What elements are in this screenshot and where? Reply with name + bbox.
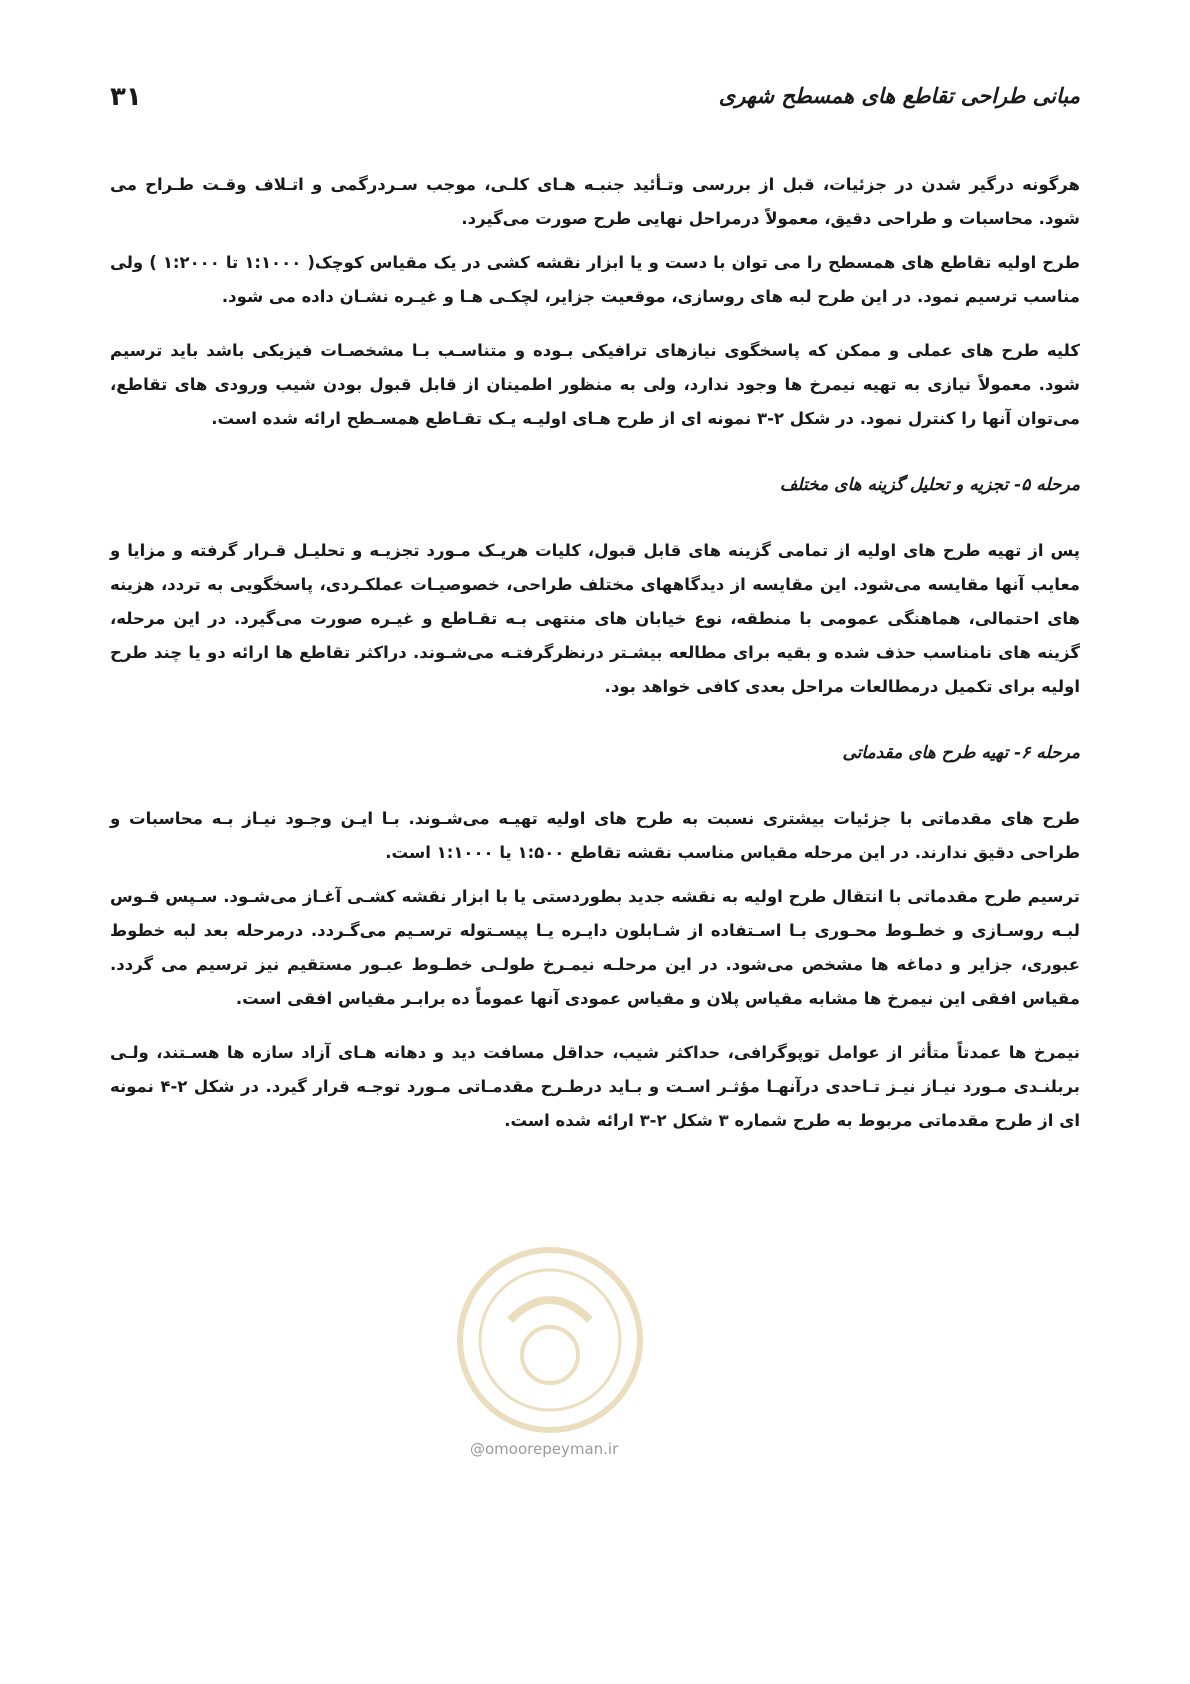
paragraph: هرگونه درگیر شدن در جزئیات، قبل از بررسی وتـأئید جنبـه هـای کلـی، موجب سـردرگمی و اتـلاف وقـت طـراح می شود. محاسبات و طراحی دقیق، معمولاً درمراحل نهایی طرح صورت می‌گیرد. [110,175,1080,228]
running-title: مبانی طراحی تقاطع های همسطح شهری [718,84,1080,108]
paragraph: پس از تهیه طرح های اولیه از تمامی گزینه های قابل قبول، کلیات هریـک مـورد تجزیـه و تحلیـل قـرار گرفته و مزایا و معایب آنها مقایسه می‌شود. این مقایسه از دیدگاههای مختلف طراحی، خصوصیـات عملکـردی، پاسخگویی به تردد، هزینه های احتمالی، هماهنگی عمومی با منطقه، نوع خیابان های منتهی بـه تقـاطع و غیـره صورت می‌گیرد. در این مرحله، گزینه های نامناسب حذف شده و بقیه برای مطالعه بیشـتر درنظرگرفتـه می‌شـوند. دراکثر تقاطع ها ارائه دو یا چند طرح اولیه برای تکمیل درمطالعات مراحل بعدی کافی خواهد بود. [110,541,1080,696]
paragraph: طرح اولیه تقاطع های همسطح را می توان با دست و یا ابزار نقشه کشی در یک مقیاس کوچک( ۱:۱۰۰۰ تا ۱:۲۰۰۰ ) ولی مناسب ترسیم نمود. در این طرح لبه های روسازی، موقعیت جزایر، لچکـی هـا و غیـره نشـان داده می شود. [110,253,1081,306]
section-heading: مرحله ۶- تهیه طرح های مقدماتی [842,743,1080,763]
paragraph: کلیه طرح های عملی و ممکن که پاسخگوی نیازهای ترافیکی بـوده و متناسـب بـا مشخصـات فیزیکی باشد باید ترسیم شود. معمولاً نیازی به تهیه نیمرخ ها وجود ندارد، ولی به منظور اطمینان از قابل قبول بودن شیب ورودی های تقاطع، می‌توان آنها را کنترل نمود. در شکل ۲-۳ نمونه ای از طرح هـای اولیـه یـک تقـاطع همسـطح ارائه شده است. [110,341,1080,428]
paragraph: نیمرخ ها عمدتاً متأثر از عوامل توپوگرافی، حداکثر شیب، حداقل مسافت دید و دهانه هـای آزاد سازه ها هسـتند، ولـی بربلنـدی مـورد نیـاز نیـز تـاحدی درآنهـا مؤثـر اسـت و بـاید درطـرح مقدمـاتی مـورد توجـه قرار گیرد. در شکل ۲-۴ نمونه ای از طرح مقدماتی مربوط به طرح شماره ۳ شکل ۲-۳ ارائه شده است. [110,1043,1080,1130]
page-header [110,82,1080,118]
watermark-seal-icon [450,1240,650,1440]
paragraph: طرح های مقدماتی با جزئیات بیشتری نسبت به طرح های اولیه تهیـه می‌شـوند. بـا ایـن وجـود نیـاز بـه محاسبات و طراحی دقیق ندارند. در این مرحله مقیاس مناسب نقشه تقاطع ۱:۵۰۰ یا ۱:۱۰۰۰ است. [110,809,1080,862]
watermark-url: @omoorepeyman.ir [470,1440,619,1458]
page-body [110,168,1080,1138]
paragraph: ترسیم طرح مقدماتی با انتقال طرح اولیه به نقشه جدید بطوردستی یا با ابزار نقشه کشـی آغـاز می‌شـود. سـپس قـوس لبـه روسـازی و خطـوط محـوری بـا اسـتفاده از شـابلون دایـره یـا پیسـتوله ترسـیم می‌گـردد. درمرحله بعد لبه خطوط عبوری، جزایر و دماغه ها مشخص می‌شود. در این مرحلـه نیمـرخ طولـی خطـوط عبـور مستقیم نیز ترسیم می گردد. مقیاس افقی این نیمرخ ها مشابه مقیاس پلان و مقیاس عمودی آنها عموماً ده برابـر مقیاس افقی است. [110,887,1080,1008]
section-heading: مرحله ۵- تجزیه و تحلیل گزینه های مختلف [779,475,1080,495]
page-number: ۳۱ [110,82,142,112]
